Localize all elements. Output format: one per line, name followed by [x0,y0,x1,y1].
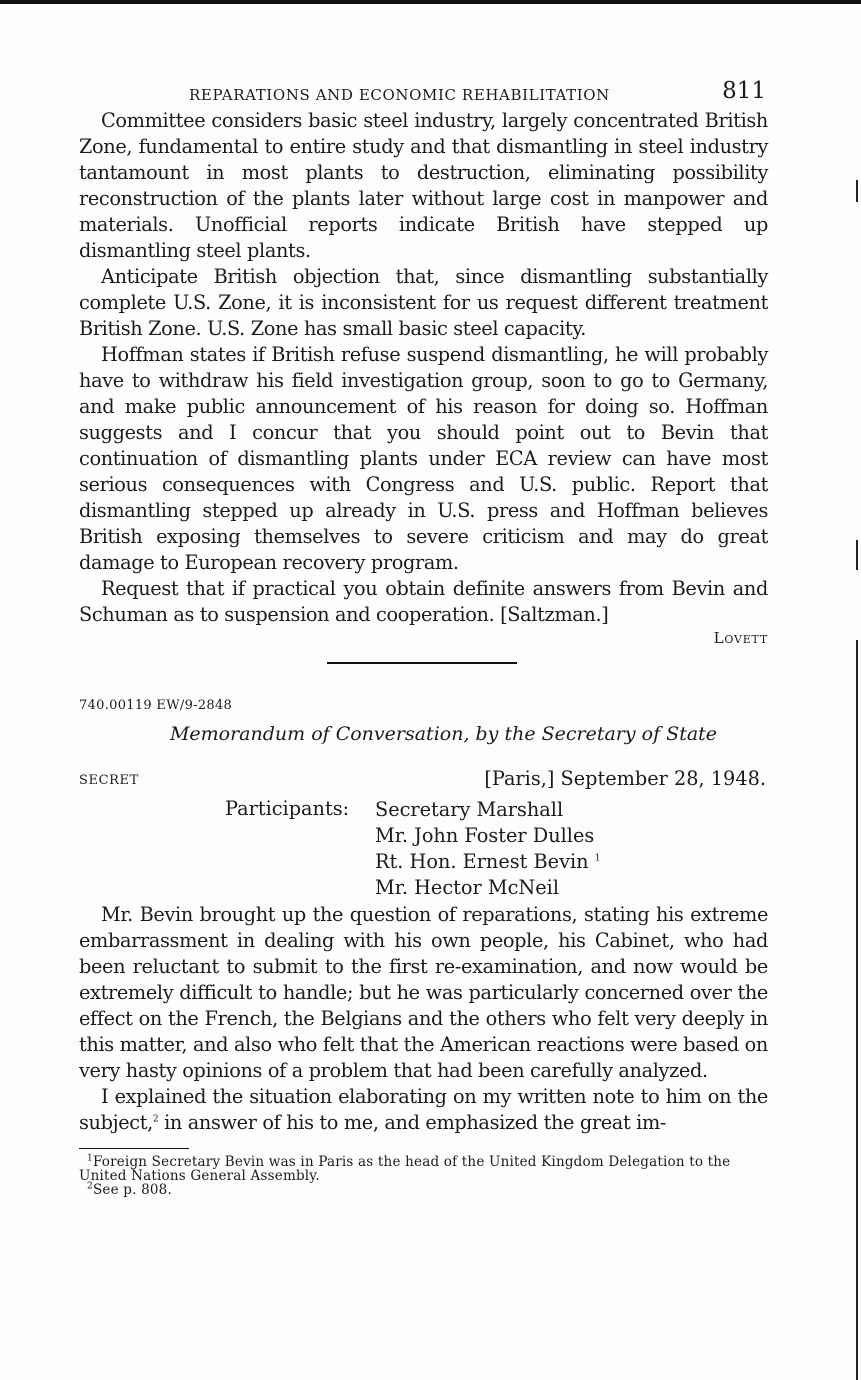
file-number: 740.00119 EW/9-2848 [79,698,233,713]
memo-title: Memorandum of Conversation, by the Secretary of State [169,723,718,745]
signature: Lovett [713,629,768,647]
participant: Mr. John Foster Dulles [375,824,595,847]
dateline: [Paris,] September 28, 1948. [484,767,766,790]
participants-block [79,797,768,902]
telegram-paragraph: Anticipate British objection that, since dismantling substantially complete U.S. Zone, it is inconsistent for us request different treatment British Zone. U.S. Zone has small basic steel capacity. [79,265,768,340]
section-divider [327,662,517,664]
scan-edge-mark [856,540,858,570]
participant: Mr. Hector McNeil [375,876,559,899]
scan-edge-mark [856,640,858,1380]
telegram-paragraph: Committee considers basic steel industry, largely concentrated British Zone, fundamental to entire study and that dismantling in steel industry tantamount in most plants to destruction, eliminating possibility reconstruction of the plants later without large cost in manpower and materials. Unofficial reports indicate British have stepped up dismantling steel plants. [79,109,768,262]
telegram-paragraph: Hoffman states if British refuse suspend dismantling, he will probably have to withdraw his field investigation group, soon to go to Germany, and make public announcement of his reason for doing so. Hoffman suggests and I concur that you should point out to Bevin that continuation of dismantling plants under ECA review can have most serious consequences with Congress and U.S. public. Report that dismantling stepped up already in U.S. press and Hoffman believes British exposing themselves to severe criticism and may do great damage to European recovery program. [79,343,768,574]
footnotes [79,1155,768,1197]
dateline-row [79,767,768,797]
participant: Secretary Marshall [375,798,564,821]
book-page [79,68,768,1197]
telegram-paragraph: Request that if practical you obtain definite answers from Bevin and Schuman as to suspension and cooperation. [Saltzman.] [79,577,768,626]
top-border [0,0,861,4]
running-title: REPARATIONS AND ECONOMIC REHABILITATION [189,86,610,104]
participant: Rt. Hon. Ernest Bevin $^1$ [375,850,601,873]
classification-label: SECRET [79,773,139,788]
page-number: 811 [722,78,766,104]
footnote-rule [79,1148,189,1149]
footnote-ref: 2 [152,1114,159,1125]
telegram-text [79,108,768,650]
footnote: $^2$See p. 808. [87,1181,172,1198]
memo-paragraph: I explained the situation elaborating on my written note to him on the subject,$^2$ in answer of his to me, and emphasized the great im- [79,1085,768,1134]
participants-label: Participants: [225,797,350,820]
footnote: $^1$Foreign Secretary Bevin was in Paris as the head of the United Kingdom Delegation to the United Nations General Assembly. [79,1153,731,1184]
scan-edge-mark [856,180,858,202]
participants-list [375,797,600,901]
memo-paragraph: Mr. Bevin brought up the question of reparations, stating his extreme embarrassment in dealing with his own people, his Cabinet, who had been reluctant to submit to the first re-examination, and now would be extremely difficult to handle; but he was particularly concerned over the effect on the French, the Belgians and the others who felt very deeply in this matter, and also who felt that the American reactions were based on very hasty opinions of a problem that had been carefully analyzed. [79,903,768,1082]
running-head [79,68,768,108]
footnote-ref: 1 [594,853,601,864]
